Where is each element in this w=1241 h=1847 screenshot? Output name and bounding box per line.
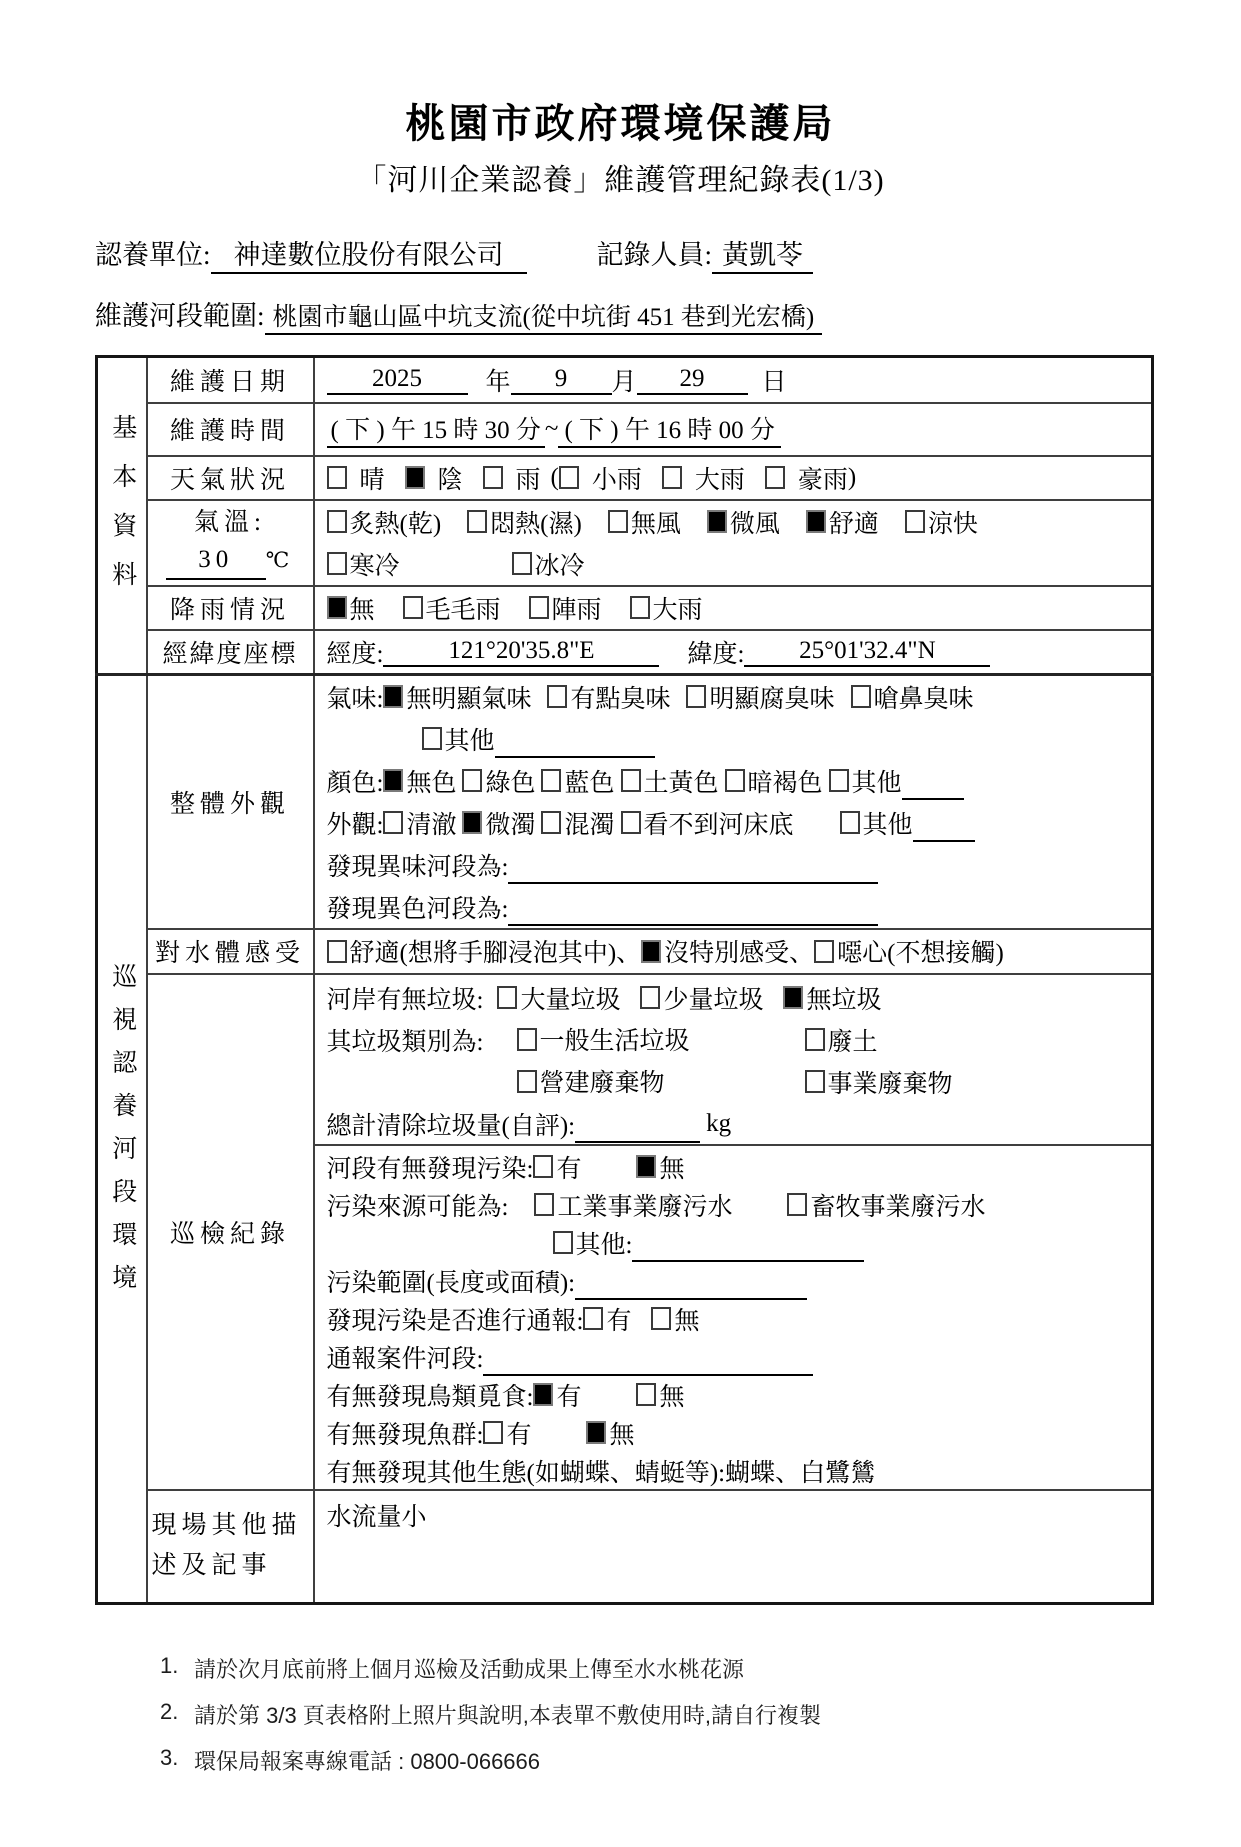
checkbox-label: 有 <box>606 1307 632 1335</box>
checkbox-unchecked-icon[interactable] <box>651 1307 671 1330</box>
checkbox-unchecked-icon[interactable] <box>805 1070 825 1093</box>
pollution-other-blank-line[interactable] <box>632 1238 864 1262</box>
date-day-unit: 日 <box>761 368 787 396</box>
checkbox-option[interactable] <box>462 805 535 841</box>
longitude-value[interactable]: 121°20'35.8"E <box>383 637 659 667</box>
checkbox-label: 工業事業廢污水 <box>557 1193 733 1221</box>
checkbox-checked-icon[interactable] <box>641 940 661 963</box>
checkbox-label: 看不到河床底 <box>643 811 794 839</box>
checkbox-option[interactable] <box>805 1022 878 1058</box>
checkbox-label: 炙熱(乾) <box>349 510 442 538</box>
checkbox-unchecked-icon[interactable] <box>422 727 442 750</box>
checkbox-unchecked-icon[interactable] <box>483 1421 503 1444</box>
trash-label: 河岸有無垃圾: <box>326 986 484 1014</box>
checkbox-option[interactable] <box>707 504 780 540</box>
checkbox-option[interactable] <box>405 460 463 496</box>
checkbox-label: 舒適 <box>828 510 879 538</box>
checkbox-option[interactable] <box>662 460 745 496</box>
checkbox-option[interactable] <box>586 1415 634 1451</box>
row-label-weather: 天氣狀況 <box>147 456 314 500</box>
checkbox-checked-icon[interactable] <box>383 685 403 708</box>
footer-note-2 <box>160 1699 1241 1730</box>
site-notes-value[interactable]: 水流量小 <box>326 1503 427 1531</box>
weather-rain-options <box>559 460 848 496</box>
date-day-field[interactable]: 29 <box>637 365 748 395</box>
checkbox-label: 無明顯氣味 <box>406 685 532 713</box>
color-label: 顏色: <box>326 769 384 797</box>
checkbox-unchecked-icon[interactable] <box>529 596 549 619</box>
longitude-label: 經度: <box>326 640 384 668</box>
trash-total-unit: kg <box>706 1109 732 1137</box>
checkbox-label: 晴 <box>359 466 385 494</box>
checkbox-checked-icon[interactable] <box>806 510 826 533</box>
footer-note-2-number: 2. <box>160 1699 179 1724</box>
checkbox-option[interactable] <box>483 460 541 496</box>
checkbox-label: 無風 <box>630 510 681 538</box>
checkbox-unchecked-icon[interactable] <box>840 811 860 834</box>
checkbox-unchecked-icon[interactable] <box>327 466 347 489</box>
recorder-label: 記錄人員: <box>596 240 713 270</box>
trash-total-label: 總計清除垃圾量(自評): <box>326 1112 576 1140</box>
river-range-value[interactable]: 桃園市龜山區中坑支流(從中坑街 451 巷到光宏橋) <box>265 297 823 335</box>
time-start-field[interactable]: ( 下 ) 午 15 時 30 分 <box>327 410 545 448</box>
checkbox-label: 綠色 <box>485 769 536 797</box>
checkbox-option[interactable] <box>806 504 879 540</box>
row-label-patrol-record: 巡檢紀錄 <box>147 974 314 1490</box>
checkbox-unchecked-icon[interactable] <box>608 510 628 533</box>
checkbox-label: 明顯腐臭味 <box>709 685 835 713</box>
rainfall-options <box>327 590 703 626</box>
footer-note-3-number: 3. <box>160 1745 179 1770</box>
checkbox-option[interactable] <box>814 933 1004 969</box>
checkbox-option[interactable] <box>541 763 614 799</box>
page-title: 桃園市政府環境保護局 <box>405 101 836 146</box>
checkbox-label: 營建廢棄物 <box>539 1070 665 1098</box>
pollution-found-label: 河段有無發現污染: <box>326 1155 534 1183</box>
checkbox-label: 無色 <box>406 769 457 797</box>
checkbox-unchecked-icon[interactable] <box>512 552 532 575</box>
ecology-label: 有無發現其他生態(如蝴蝶、蜻蜓等): <box>326 1459 726 1487</box>
checkbox-label: 大雨 <box>652 596 703 624</box>
checkbox-unchecked-icon[interactable] <box>686 685 706 708</box>
checkbox-option[interactable] <box>641 933 814 969</box>
footer-note-1 <box>160 1653 1241 1684</box>
temperature-value-field[interactable]: 30 <box>166 542 266 580</box>
checkbox-label: 無 <box>674 1307 700 1335</box>
checkbox-option[interactable] <box>851 679 974 715</box>
coordinates-content <box>314 630 1153 675</box>
checkbox-checked-icon[interactable] <box>405 466 425 489</box>
checkbox-unchecked-icon[interactable] <box>383 811 403 834</box>
checkbox-label: 大量垃圾 <box>520 986 621 1014</box>
checkbox-unchecked-icon[interactable] <box>765 466 785 489</box>
checkbox-label: 冰冷 <box>534 552 585 580</box>
footer-note-1-text: 請於次月底前將上個月巡檢及活動成果上傳至水水桃花源 <box>194 1657 745 1682</box>
row-label-rainfall: 降雨情況 <box>147 586 314 630</box>
odd-color-blank-line[interactable] <box>508 902 878 926</box>
report-options <box>583 1301 699 1337</box>
checkbox-option[interactable] <box>403 590 501 626</box>
checkbox-unchecked-icon[interactable] <box>517 1070 537 1093</box>
date-year-field[interactable]: 2025 <box>327 365 468 395</box>
odd-smell-label: 發現異味河段為: <box>326 853 509 881</box>
checkbox-option[interactable] <box>529 590 602 626</box>
checkbox-option[interactable] <box>553 1225 633 1261</box>
checkbox-option[interactable] <box>517 1063 665 1099</box>
checkbox-unchecked-icon[interactable] <box>829 769 849 792</box>
checkbox-checked-icon[interactable] <box>707 510 727 533</box>
date-year-unit: 年 <box>485 368 511 396</box>
checkbox-label: 其他 <box>851 769 902 797</box>
checkbox-option[interactable] <box>327 460 385 496</box>
section-label-basic-info-text: 基本資料 <box>108 413 136 610</box>
checkbox-option[interactable] <box>534 1187 732 1223</box>
maintenance-time-content <box>314 403 1153 456</box>
weather-content <box>314 456 1153 500</box>
checkbox-option[interactable] <box>559 460 642 496</box>
weather-paren-close: ) <box>847 463 857 491</box>
pollution-range-blank-line[interactable] <box>575 1276 807 1300</box>
checkbox-label: 混濁 <box>564 811 615 839</box>
trash-options <box>497 980 881 1016</box>
checkbox-option[interactable] <box>541 805 614 841</box>
checkbox-label: 無 <box>659 1155 685 1183</box>
checkbox-option[interactable] <box>765 460 848 496</box>
checkbox-unchecked-icon[interactable] <box>553 1231 573 1254</box>
checkbox-option[interactable] <box>533 1149 581 1185</box>
checkbox-label: 無 <box>659 1383 685 1411</box>
trash-type-label: 其垃圾類別為: <box>326 1028 484 1056</box>
date-month-field[interactable]: 9 <box>511 365 612 395</box>
row-label-temperature <box>147 500 314 586</box>
checkbox-option[interactable] <box>630 590 703 626</box>
checkbox-unchecked-icon[interactable] <box>533 1155 553 1178</box>
temperature-label: 氣溫: <box>194 509 266 537</box>
latitude-value[interactable]: 25°01'32.4"N <box>744 637 990 667</box>
checkbox-label: 雨 <box>515 466 541 494</box>
checkbox-unchecked-icon[interactable] <box>559 466 579 489</box>
weather-paren-open: ( <box>550 463 559 491</box>
overall-appearance-content <box>314 674 1153 929</box>
checkbox-unchecked-icon[interactable] <box>583 1307 603 1330</box>
checkbox-option[interactable] <box>533 1377 581 1413</box>
form-page <box>0 92 1241 1847</box>
checkbox-label: 其他 <box>862 811 913 839</box>
checkbox-label: 嗆鼻臭味 <box>873 685 974 713</box>
checkbox-label: 豪雨 <box>797 466 848 494</box>
checkbox-option[interactable] <box>686 679 834 715</box>
temperature-options-row2-left <box>327 546 585 582</box>
checkbox-option[interactable] <box>327 504 442 540</box>
checkbox-label: 有 <box>506 1421 532 1449</box>
odd-color-label: 發現異色河段為: <box>326 895 509 923</box>
latitude-label: 緯度: <box>687 640 745 668</box>
checkbox-label: 無垃圾 <box>806 986 882 1014</box>
fish-options <box>483 1415 634 1451</box>
footer-note-3 <box>160 1745 1241 1776</box>
checkbox-unchecked-icon[interactable] <box>621 769 641 792</box>
checkbox-label: 陰 <box>437 466 463 494</box>
checkbox-option[interactable] <box>651 1301 699 1337</box>
checkbox-option[interactable] <box>383 763 456 799</box>
checkbox-option[interactable] <box>583 1301 631 1337</box>
checkbox-label: 無 <box>349 596 375 624</box>
checkbox-label: 有 <box>556 1155 582 1183</box>
section-label-basic-info <box>97 357 147 675</box>
smell-options <box>383 679 973 715</box>
weather-options <box>327 460 541 496</box>
checkbox-label: 有 <box>556 1383 582 1411</box>
site-notes-content <box>314 1490 1153 1604</box>
checkbox-unchecked-icon[interactable] <box>467 510 487 533</box>
patrol-trash-subsection <box>315 975 1152 1146</box>
checkbox-label: 噁心(不想接觸) <box>837 940 1004 967</box>
checkbox-label: 其他: <box>575 1231 633 1259</box>
section-label-inspection-text: 巡視認養河段環境 <box>108 963 136 1308</box>
checkbox-checked-icon[interactable] <box>783 986 803 1009</box>
row-label-maintenance-time: 維護時間 <box>147 403 314 456</box>
checkbox-option[interactable] <box>608 504 681 540</box>
checkbox-label: 大雨 <box>694 466 745 494</box>
color-other-blank-line[interactable] <box>902 776 964 800</box>
recorder-value[interactable]: 黃凱苓 <box>712 233 813 274</box>
checkbox-option[interactable] <box>483 1415 531 1451</box>
checkbox-option[interactable] <box>840 805 913 841</box>
checkbox-unchecked-icon[interactable] <box>517 1028 537 1051</box>
row-label-coordinates: 經緯度座標 <box>147 630 314 675</box>
row-label-maintenance-date: 維護日期 <box>147 357 314 403</box>
checkbox-option[interactable] <box>805 1064 953 1100</box>
checkbox-option[interactable] <box>621 763 719 799</box>
checkbox-label: 微濁 <box>485 811 536 839</box>
checkbox-unchecked-icon[interactable] <box>630 596 650 619</box>
checkbox-label: 廢土 <box>827 1028 878 1056</box>
checkbox-option[interactable] <box>829 763 902 799</box>
checkbox-unchecked-icon[interactable] <box>462 769 482 792</box>
temperature-options-row1 <box>327 504 978 540</box>
checkbox-option[interactable] <box>725 763 823 799</box>
row-label-overall-appearance: 整體外觀 <box>147 674 314 929</box>
checkbox-unchecked-icon[interactable] <box>905 510 925 533</box>
checkbox-unchecked-icon[interactable] <box>541 811 561 834</box>
report-case-label: 通報案件河段: <box>326 1345 484 1373</box>
checkbox-unchecked-icon[interactable] <box>640 986 660 1009</box>
checkbox-label: 無 <box>609 1421 635 1449</box>
checkbox-option[interactable] <box>636 1377 684 1413</box>
pollution-source-options <box>534 1187 985 1223</box>
checkbox-unchecked-icon[interactable] <box>787 1193 807 1216</box>
water-feel-options <box>327 933 1004 969</box>
temperature-unit: ℃ <box>265 547 295 572</box>
checkbox-label: 寒冷 <box>349 552 400 580</box>
checkbox-label: 事業廢棄物 <box>827 1070 953 1098</box>
water-feel-content <box>314 929 1153 974</box>
footer-note-3-text: 環保局報案專線電話 : 0800-066666 <box>194 1749 541 1774</box>
checkbox-unchecked-icon[interactable] <box>814 940 834 963</box>
report-label: 發現污染是否進行通報: <box>326 1307 584 1335</box>
adopter-line <box>95 233 1241 274</box>
bird-options <box>533 1377 684 1413</box>
checkbox-checked-icon[interactable] <box>586 1421 606 1444</box>
checkbox-checked-icon[interactable] <box>327 596 347 619</box>
record-table <box>95 355 1154 1605</box>
adopter-unit-label: 認養單位: <box>95 240 211 270</box>
look-other-blank-line[interactable] <box>913 818 975 842</box>
patrol-pollution-subsection <box>315 1146 1152 1489</box>
checkbox-unchecked-icon[interactable] <box>662 466 682 489</box>
checkbox-label: 土黃色 <box>643 769 719 797</box>
trash-total-blank-line[interactable] <box>575 1119 700 1143</box>
checkbox-option[interactable] <box>327 590 375 626</box>
checkbox-unchecked-icon[interactable] <box>534 1193 554 1216</box>
checkbox-label: 小雨 <box>591 466 642 494</box>
smell-other-blank-line[interactable] <box>495 734 655 758</box>
checkbox-label: 微風 <box>729 510 780 538</box>
checkbox-unchecked-icon[interactable] <box>621 811 641 834</box>
checkbox-label: 沒特別感受、 <box>664 940 815 967</box>
checkbox-option[interactable] <box>462 763 535 799</box>
checkbox-label: 一般生活垃圾 <box>539 1028 690 1056</box>
checkbox-option[interactable] <box>787 1187 985 1223</box>
adopter-unit-value[interactable]: 神達數位股份有限公司 <box>211 233 527 274</box>
temperature-feel-content <box>314 500 1153 586</box>
checkbox-unchecked-icon[interactable] <box>497 986 517 1009</box>
date-month-unit: 月 <box>611 368 637 396</box>
checkbox-option[interactable] <box>467 504 582 540</box>
checkbox-option[interactable] <box>383 805 456 841</box>
checkbox-unchecked-icon[interactable] <box>636 1383 656 1406</box>
checkbox-label: 少量垃圾 <box>663 986 764 1014</box>
checkbox-unchecked-icon[interactable] <box>805 1028 825 1051</box>
footer-note-1-number: 1. <box>160 1653 179 1678</box>
checkbox-unchecked-icon[interactable] <box>327 552 347 575</box>
checkbox-unchecked-icon[interactable] <box>403 596 423 619</box>
row-label-site-notes: 現場其他描述及記事 <box>147 1490 314 1604</box>
checkbox-label: 毛毛雨 <box>425 596 501 624</box>
bird-label: 有無發現鳥類覓食: <box>326 1383 534 1411</box>
rainfall-content <box>314 586 1153 630</box>
color-options <box>383 763 822 799</box>
checkbox-option[interactable] <box>497 980 620 1016</box>
checkbox-label: 其他 <box>444 727 495 755</box>
checkbox-unchecked-icon[interactable] <box>851 685 871 708</box>
checkbox-option[interactable] <box>783 980 881 1016</box>
checkbox-label: 有點臭味 <box>570 685 671 713</box>
river-range-label: 維護河段範圍: <box>95 301 265 331</box>
pollution-range-label: 污染範圍(長度或面積): <box>326 1269 576 1297</box>
checkbox-label: 悶熱(濕) <box>490 510 582 538</box>
checkbox-label: 陣雨 <box>551 596 602 624</box>
checkbox-option[interactable] <box>636 1149 684 1185</box>
checkbox-option[interactable] <box>547 679 670 715</box>
checkbox-label: 畜牧事業廢污水 <box>810 1193 986 1221</box>
checkbox-option[interactable] <box>422 721 495 757</box>
checkbox-option[interactable] <box>327 546 400 582</box>
checkbox-checked-icon[interactable] <box>636 1155 656 1178</box>
odd-smell-blank-line[interactable] <box>508 860 878 884</box>
checkbox-option[interactable] <box>327 933 642 969</box>
time-separator: ~ <box>544 415 559 442</box>
checkbox-label: 暗褐色 <box>747 769 823 797</box>
footer-notes <box>160 1653 1241 1776</box>
look-options <box>383 805 793 841</box>
checkbox-checked-icon[interactable] <box>383 769 403 792</box>
checkbox-label: 涼快 <box>927 510 978 538</box>
section-label-inspection <box>97 674 147 1604</box>
smell-label: 氣味: <box>326 685 384 713</box>
checkbox-option[interactable] <box>383 679 531 715</box>
checkbox-unchecked-icon[interactable] <box>327 510 347 533</box>
footer-note-2-text: 請於第 3/3 頁表格附上照片與說明,本表單不敷使用時,請自行複製 <box>194 1703 822 1728</box>
checkbox-option[interactable] <box>905 504 978 540</box>
fish-label: 有無發現魚群: <box>326 1421 484 1449</box>
checkbox-option[interactable] <box>640 980 763 1016</box>
ecology-value[interactable]: 蝴蝶、白鷺鷥 <box>725 1459 876 1487</box>
pollution-source-label: 污染來源可能為: <box>326 1193 509 1221</box>
checkbox-checked-icon[interactable] <box>533 1383 553 1406</box>
checkbox-unchecked-icon[interactable] <box>541 769 561 792</box>
river-range-line <box>95 294 1241 335</box>
checkbox-unchecked-icon[interactable] <box>483 466 503 489</box>
checkbox-label: 藍色 <box>564 769 615 797</box>
checkbox-unchecked-icon[interactable] <box>725 769 745 792</box>
maintenance-date-content <box>314 357 1153 403</box>
checkbox-option[interactable] <box>517 1021 690 1057</box>
page-subtitle: 「河川企業認養」維護管理紀錄表(1/3) <box>356 164 885 197</box>
checkbox-unchecked-icon[interactable] <box>327 940 347 963</box>
pollution-found-options <box>533 1149 684 1185</box>
report-case-blank-line[interactable] <box>483 1352 813 1376</box>
checkbox-unchecked-icon[interactable] <box>547 685 567 708</box>
time-end-field[interactable]: ( 下 ) 午 16 時 00 分 <box>558 410 780 448</box>
checkbox-checked-icon[interactable] <box>462 811 482 834</box>
checkbox-label: 清澈 <box>406 811 457 839</box>
checkbox-option[interactable] <box>621 805 794 841</box>
checkbox-label: 舒適(想將手腳浸泡其中)、 <box>349 940 642 967</box>
look-label: 外觀: <box>326 811 384 839</box>
row-label-water-feel: 對水體感受 <box>147 929 314 974</box>
patrol-record-content <box>314 974 1153 1490</box>
checkbox-option[interactable] <box>512 546 585 582</box>
